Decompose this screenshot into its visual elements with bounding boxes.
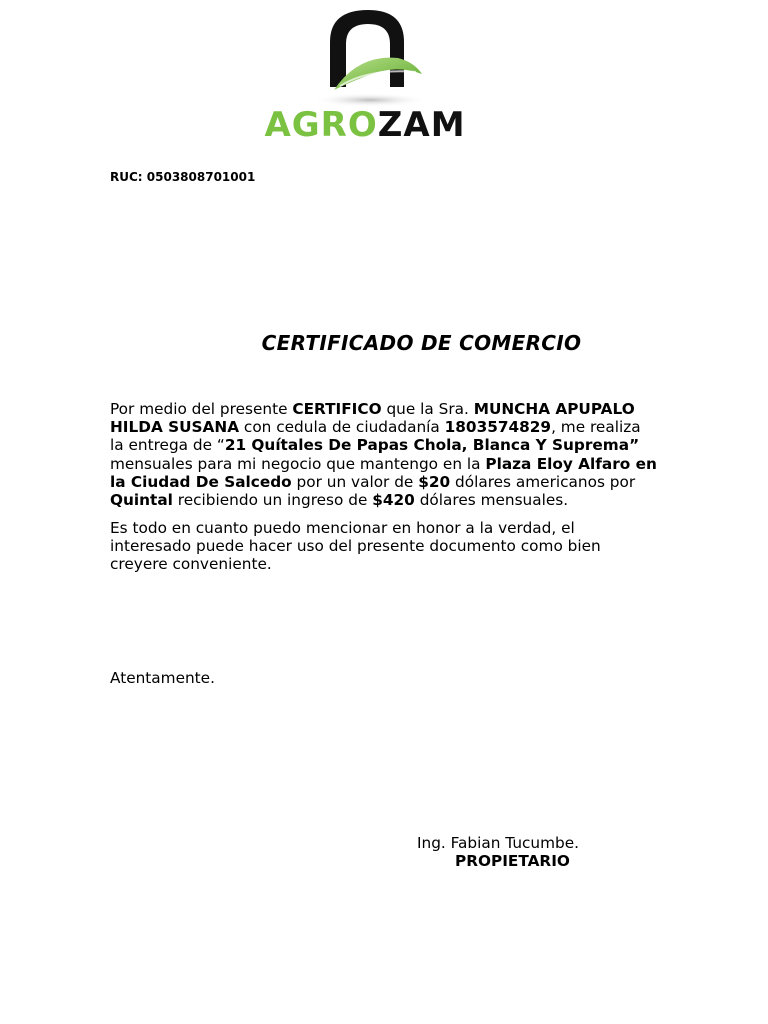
valediction: Atentamente.: [110, 669, 215, 687]
agrozam-logo: [230, 2, 500, 145]
brand-wordmark: [230, 105, 500, 145]
arch-leaf-icon: [230, 2, 500, 112]
brand-zam: ZAM: [377, 105, 466, 145]
closing-statement-paragraph: Es todo en cuanto puedo mencionar en honor a la verdad, el interesado puede hacer uso del presente documento como bien creyere conveniente.: [110, 519, 601, 574]
signatory-role: PROPIETARIO: [455, 852, 570, 870]
document-title: CERTIFICADO DE COMERCIO: [261, 331, 582, 355]
brand-agro: AGRO: [264, 105, 378, 145]
certificate-body-paragraph: Por medio del presente CERTIFICO que la Sra. MUNCHA APUPALO HILDA SUSANA con cedula de ciudadanía 1803574829, me realiza la entrega de “21 Quítales De Papas Chola, Blanca Y Suprema” mensuales para mi negocio que mantengo en la Plaza Eloy Alfaro en la Ciudad De Salcedo por un valor de $20 dólares americanos por Quintal recibiendo un ingreso de $420 dólares mensuales.: [110, 400, 657, 510]
ruc-number: RUC: 0503808701001: [110, 170, 256, 184]
signatory-name: Ing. Fabian Tucumbe.: [417, 834, 580, 852]
